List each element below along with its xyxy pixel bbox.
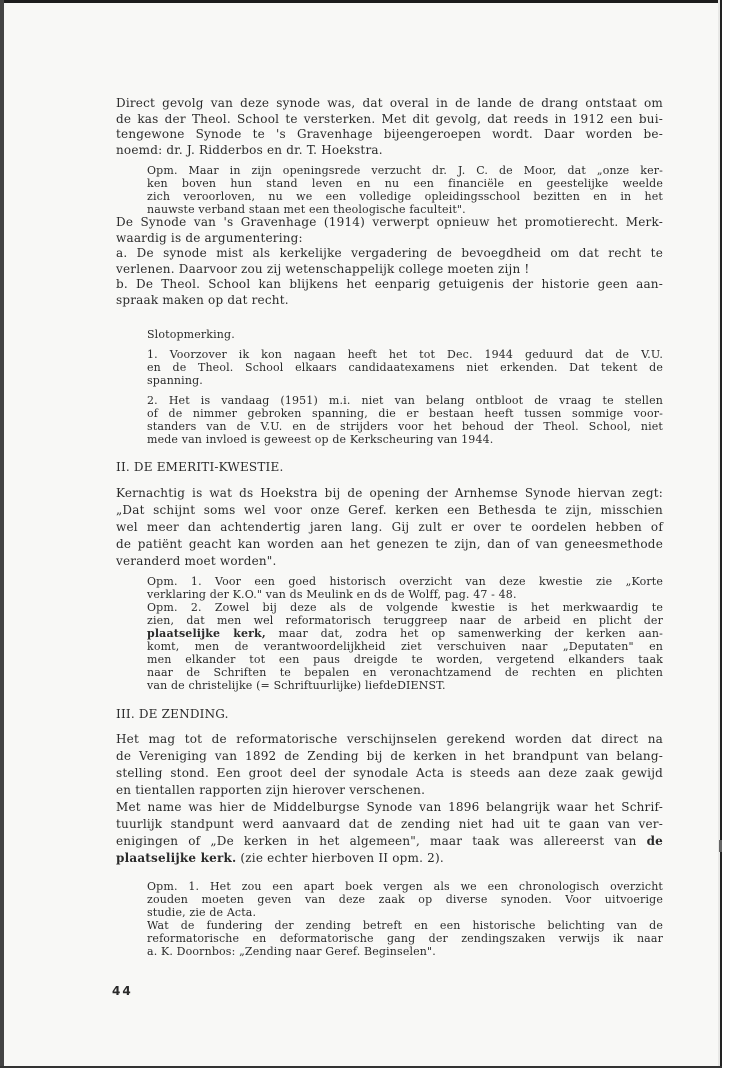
text-line: ken boven hun stand leven en nu een financiële en geestelijke weelde xyxy=(147,177,663,190)
margin-mark xyxy=(719,840,722,852)
text-line: of de nimmer gebroken spanning, die er bestaan heeft tussen sommige voor- xyxy=(147,407,663,420)
text-line: Met name was hier de Middelburgse Synode van 1896 belangrijk waar het Schrif- xyxy=(116,800,663,814)
text-line: a. K. Doornbos: „Zending naar Geref. Beginselen". xyxy=(147,945,436,958)
heading-text: II. DE EMERITI-KWESTIE. xyxy=(116,460,284,474)
page-number: 44 xyxy=(112,984,133,998)
text-line: nauwste verband staan met een theologische faculteit". xyxy=(147,203,466,216)
text-line: van de christelijke (= Schriftuurlijke) liefdeDIENST. xyxy=(147,679,446,692)
text-line: de patiënt geacht kan worden aan het genezen te zijn, dan of van geneesmethode xyxy=(116,537,663,551)
text-line: naar de Schriften te bepalen en veronachtzamend de rechten en plichten xyxy=(147,666,663,679)
page-top-edge xyxy=(0,0,738,3)
text-line: 1. Voorzover ik kon nagaan heeft het tot Dec. 1944 geduurd dat de V.U. xyxy=(147,348,663,361)
text-line: zouden moeten geven van deze zaak op diverse synoden. Voor uitvoerige xyxy=(147,893,663,906)
section-2-heading xyxy=(116,460,663,476)
bold-term: de xyxy=(646,834,663,848)
text-line: Direct gevolg van deze synode was, dat overal in de lande de drang ontstaat om xyxy=(116,96,663,110)
text-line: a. De synode mist als kerkelijke vergadering de bevoegdheid om dat recht te xyxy=(116,246,663,261)
text-line: de Vereniging van 1892 de Zending bij de kerken in het brandpunt van belang- xyxy=(116,749,663,763)
text-line: komt, men de verantwoordelijkheid ziet verschuiven naar „Deputaten" en xyxy=(147,640,663,653)
text-line: zich veroorloven, nu we een volledige opleidingsschool bezitten en in het xyxy=(147,190,663,203)
text-line: zien, dat men wel reformatorisch teruggreep naar de arbeid en plicht der xyxy=(147,614,663,627)
text-line: spanning. xyxy=(147,374,203,387)
text-line xyxy=(147,627,663,640)
intro-paragraph xyxy=(116,96,663,158)
text-line: Wat de fundering der zending betreft en een historische belichting van de xyxy=(147,919,663,932)
text-run: maar dat, zodra het op samenwerking der kerken aan- xyxy=(265,627,663,640)
slotopmerking xyxy=(116,328,663,446)
text-line: verlenen. Daarvoor zou zij wetenschappelijk college moeten zijn ! xyxy=(116,261,530,276)
text-line: Opm. Maar in zijn openingsrede verzucht dr. J. C. de Moor, dat „onze ker- xyxy=(147,164,663,177)
text-line: en de Theol. School elkaars candidaatexamens niet erkenden. Dat tekent de xyxy=(147,361,663,374)
section-2-opm xyxy=(116,575,663,692)
text-line xyxy=(116,833,663,850)
synode-1914-paragraph xyxy=(116,215,663,309)
text-line: waardig is de argumentering: xyxy=(116,230,303,245)
text-line: 2. Het is vandaag (1951) m.i. niet van belang ontbloot de vraag te stellen xyxy=(147,394,663,407)
text-line: verklaring der K.O." van ds Meulink en ds de Wolff, pag. 47 - 48. xyxy=(147,588,517,601)
text-line: Opm. 1. Het zou een apart boek vergen als we een chronologisch overzicht xyxy=(147,880,663,893)
text-line: wel meer dan achtendertig jaren lang. Gij zult er over te oordelen hebben of xyxy=(116,520,663,534)
section-2-paragraph xyxy=(116,485,663,570)
text-line: veranderd moet worden". xyxy=(116,554,277,568)
text-line: b. De Theol. School kan blijkens het eenparig getuigenis der historie geen aan- xyxy=(116,277,663,292)
text-line xyxy=(116,850,663,867)
section-3-heading xyxy=(116,707,663,723)
text-run: enigingen of „De kerken in het algemeen", maar taak was allereerst van xyxy=(116,834,637,848)
section-3-opm xyxy=(116,880,663,958)
text-line: noemd: dr. J. Ridderbos en dr. T. Hoekstra. xyxy=(116,142,383,157)
text-line: spraak maken op dat recht. xyxy=(116,292,289,307)
text-line: tengewone Synode te 's Gravenhage bijeengeroepen wordt. Daar worden be- xyxy=(116,127,663,142)
text-line: de kas der Theol. School te versterken. Met dit gevolg, dat reeds in 1912 een bui- xyxy=(116,111,663,126)
text-line: en tientallen rapporten zijn hierover verschenen. xyxy=(116,783,426,797)
text-line: tuurlijk standpunt werd aanvaard dat de zending niet had uit te gaan van ver- xyxy=(116,817,663,831)
text-line: De Synode van 's Gravenhage (1914) verwerpt opnieuw het promotierecht. Merk- xyxy=(116,215,663,229)
heading-text: III. DE ZENDING. xyxy=(116,707,229,721)
text-line: Opm. 2. Zowel bij deze als de volgende kwestie is het merkwaardig te xyxy=(147,601,663,614)
text-line: „Dat schijnt soms wel voor onze Geref. kerken een Bethesda te zijn, misschien xyxy=(116,503,663,517)
text-line: Opm. 1. Voor een goed historisch overzicht van deze kwestie zie „Korte xyxy=(147,575,663,588)
page-left-edge xyxy=(0,0,4,1068)
text-line: studie, zie de Acta. xyxy=(147,906,257,919)
bold-term: plaatselijke kerk. xyxy=(116,851,237,865)
text-run: (zie echter hierboven II opm. 2). xyxy=(236,851,444,865)
text-line: Het mag tot de reformatorische verschijnselen gerekend worden dat direct na xyxy=(116,732,663,746)
slotopmerking-heading: Slotopmerking. xyxy=(147,328,235,341)
opm-de-moor xyxy=(116,164,663,216)
page-right-edge xyxy=(720,0,738,1068)
text-line: Kernachtig is wat ds Hoekstra bij de opening der Arnhemse Synode hiervan zegt: xyxy=(116,486,663,500)
bold-term: plaatselijke kerk, xyxy=(147,627,266,640)
text-line: reformatorische en deformatorische gang der zendingszaken verwijs ik naar xyxy=(147,932,663,945)
text-line: standers van de V.U. en de strijders voor het behoud der Theol. School, niet xyxy=(147,420,663,433)
text-line: stelling stond. Een groot deel der synodale Acta is steeds aan deze zaak gewijd xyxy=(116,766,663,780)
text-line: men elkander tot een paus dreigde te worden, vergetend elkanders taak xyxy=(147,653,663,666)
text-line: mede van invloed is geweest op de Kerkscheuring van 1944. xyxy=(147,433,494,446)
section-3-paragraph xyxy=(116,731,663,867)
